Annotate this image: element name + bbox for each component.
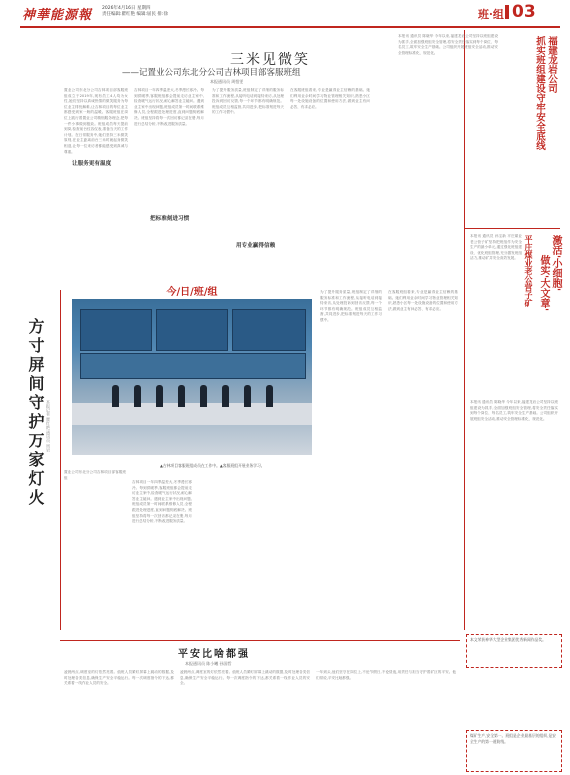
left-article-title[interactable]: 方寸屏间守护万家灯火 <box>26 318 45 508</box>
today-team-banner <box>76 283 308 299</box>
masthead <box>0 0 570 26</box>
bottom-article-byline: 本报通讯员 陈小曦 孙国哲 <box>185 661 232 666</box>
video-wall-panel <box>232 309 306 351</box>
right-article-1-body: 本报讯 通讯员 陈晓华 今年以来,福建龙岩公司坚持以班组建设为抓手,全面加强班组安全管理,将安全责任落实到每个岗位、每名员工,筑牢安全生产基础。公司组织开展班组安全活动,推动安全管理标准化、规范化。 <box>398 34 498 55</box>
feature-subhead-1: 让服务更有温度 <box>72 158 111 168</box>
bottom-body-right: 一年到头,他们坚守在岗位上,不论节假日,不论昼夜,用责任与担当守护着矿区的平安。他们常说,平安比啥都强。 <box>316 670 456 680</box>
staff-figure <box>200 385 207 407</box>
section-name: 班·组 <box>478 8 504 21</box>
feature-body-col1: 置业公司东北分公司吉林项目部客服班组成立于2019年,现有员工4人均为女性,她们坚持以真诚热情的微笑服务为每位业主排忧解难,让吉林项目的每位业主都感受到家一般的温暖。客服班组在岗位上践行着置业公司精细服务理念,把每一件小事做到极致。班组成员每天提前到岗,检查前台仪容仪表,准备当天的工作计划。在日常服务中,她们坚持三米微笑原则,在业主距离前台三米时就起身微笑相迎,让每一位来访者都能感受到真诚与尊重。 <box>64 88 128 154</box>
staff-figure <box>222 385 229 407</box>
right-article-2-title-line2[interactable]: 做实'大文章' <box>538 255 549 312</box>
center-right-col1: 为了提升服务质量,班组制定了详细的服务标准和工作流程,从接听电话到接待来访,从处理投诉到回访反馈,每一个环节都有明确规范。班组成员互相监督,共同进步,把标准刻进每天的工作习惯中。 <box>320 290 382 322</box>
control-desk <box>72 403 312 425</box>
bottom-body-left: 凌晨两点,调度室的灯依然亮着。值班人员紧盯屏幕上跳动的数据,及时处理各类信息,确保生产安全平稳运行。每一次调度指令的下达,都关系着一线作业人员的安全。 <box>64 670 174 686</box>
bottom-divider <box>60 640 460 641</box>
note-box <box>466 730 562 772</box>
staff-figure <box>178 385 185 407</box>
left-article-byline: 本报记者 瞿红艳 通讯员 周岩 <box>46 400 51 452</box>
note-text: 本文荣获神华大型企业集团优秀新闻作品奖。 <box>470 637 546 642</box>
video-wall-panel <box>80 309 152 351</box>
right-article-2-title-line3[interactable]: 平庄煤业老公营子矿 <box>524 235 534 307</box>
page-number: 03 <box>512 2 536 22</box>
header-rule <box>20 26 560 28</box>
feature-subhead-3: 用专业赢得信赖 <box>236 240 275 250</box>
feature-byline: 本报通讯员 周愷雯 <box>210 79 244 84</box>
feature-subtitle: ——记置业公司东北分公司吉林项目部客服班组 <box>122 68 301 78</box>
header-meta <box>102 6 168 18</box>
feature-title[interactable]: 三米见微笑 <box>230 52 310 68</box>
staff-figure <box>244 385 251 407</box>
note-text: 煤矿生产,安全第一。班组是企业最基层的组织,是安全生产的第一道防线。 <box>470 733 556 744</box>
note-box <box>466 634 562 668</box>
right-body-lower: 本报讯 通讯员 陈晓华 今年以来,福建龙岩公司坚持以班组建设为抓手,全面加强班组安全管理,将安全责任落实到每个岗位、每名员工,筑牢安全生产基础。公司组织开展班组安全活动,推动安全管理标准化、规范化。 <box>470 400 558 421</box>
staff-figure <box>134 385 141 407</box>
middle-body-col1: 置业公司东北分公司吉林项目部客服班组 <box>64 470 126 480</box>
bottom-body-mid: 凌晨两点,调度室的灯依然亮着。值班人员紧盯屏幕上跳动的数据,及时处理各类信息,确保生产安全平稳运行。每一次调度指令的下达,都关系着一线作业人员的安全。 <box>180 670 310 686</box>
banner-text: 今/日/班/组 <box>166 287 218 298</box>
right-article-2-body: 本报讯 通讯员 孙宝新 平庄煤业老公营子矿坚持把班组作为安全生产的最小单元,通过强化班组建设、优化班组管理,充分激发班组活力,推动矿井安全高效发展。 <box>470 234 522 261</box>
right-article-1-title-line1[interactable]: 福建龙岩公司 <box>546 36 557 93</box>
feature-body-col3: 为了提升服务质量,班组制定了详细的服务标准和工作流程,从接听电话到接待来访,从处理投诉到回访反馈,每一个环节都有明确规范。班组成员互相监督,共同进步,把标准刻进每天的工作习惯中。 <box>212 88 284 115</box>
article-divider <box>464 228 560 229</box>
staff-figure <box>156 385 163 407</box>
middle-body-col2: 吉林项目一年四季温差大,冬季漫长寒冷。每到供暖季,客服班组都会提前走访业主家中,检查暖气运行状况,耐心解答业主疑问。遇到业主家中出现问题,班组成员第一时间联系维修人员,全程跟进处理进度,直到问题彻底解决。班组坚持将每一次回访都记录在册,每月进行总结分析,不断改进服务质量。 <box>132 480 192 524</box>
column-divider <box>60 290 61 630</box>
feature-body-col4: 在客服班组看来,专业是赢得业主信赖的基础。她们利用业余时间学习物业管理相关知识,熟悉小区每一处设施设备的位置和使用方法,做到业主有问必答、有求必应。 <box>290 88 370 109</box>
editor-line: 责任编辑:瞿红艳 编辑:屈民 排:徐 <box>102 12 168 17</box>
video-wall-row <box>80 353 306 379</box>
staff-figure <box>112 385 119 407</box>
right-article-1-title-line2[interactable]: 抓实班组建设守牢安全底线 <box>534 36 545 150</box>
feature-photo[interactable] <box>72 299 312 455</box>
right-article-2-title-line1[interactable]: 激活'小细胞' <box>550 235 561 292</box>
video-wall-panel <box>156 309 228 351</box>
feature-body-col2: 吉林项目一年四季温差大,冬季漫长寒冷。每到供暖季,客服班组都会提前走访业主家中,检查暖气运行状况,耐心解答业主疑问。遇到业主家中出现问题,班组成员第一时间联系维修人员,全程跟进处理进度,直到问题彻底解决。班组坚持将每一次回访都记录在册,每月进行总结分析,不断改进服务质量。 <box>134 88 204 126</box>
photo-caption: ▲吉林项目客服班组成员在工作中。▲客服班组开展业务学习。 <box>160 463 265 468</box>
center-right-col2: 在客服班组看来,专业是赢得业主信赖的基础。她们利用业余时间学习物业管理相关知识,熟悉小区每一处设施设备的位置和使用方法,做到业主有问必答、有求必应。 <box>388 290 458 311</box>
section-bar <box>505 5 509 19</box>
staff-figure <box>266 385 273 407</box>
feature-subhead-2: 把标准刻进习惯 <box>150 213 189 223</box>
bottom-article-title[interactable]: 平安比啥都强 <box>178 649 250 660</box>
issue-date: 2026年4月16日 星期四 <box>102 6 151 11</box>
newspaper-logo: 神華能源報 <box>22 8 93 23</box>
